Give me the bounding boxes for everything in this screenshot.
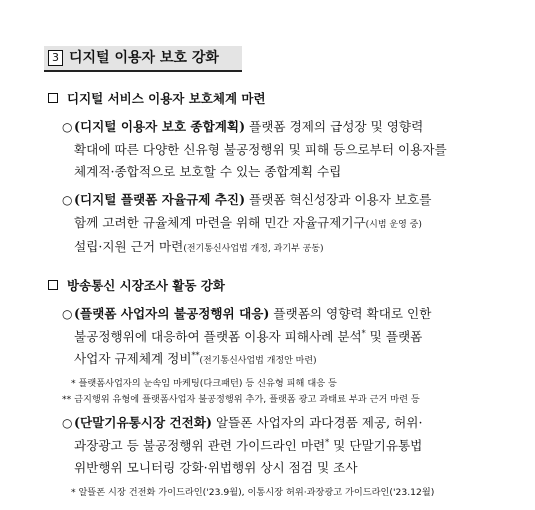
circle-bullet-icon: ○ (62, 307, 73, 321)
list-item: ○ (단말기유통시장 건전화) 알뜰폰 사업자의 과다경품 제공, 허위· 과장광고 등 불공정행위 관련 가이드라인 마련* 및 단말기유통법 위반행위 모니터링 강화·위법행위 상시 점검 및 조사 (62, 412, 502, 480)
square-bullet-icon (48, 280, 58, 290)
section-title: 디지털 이용자 보호 강화 (69, 50, 219, 66)
footnote: * 플랫폼사업자의 눈속임 마케팅(다크패턴) 등 신유형 피해 대응 등 (71, 378, 337, 389)
square-bullet-icon (48, 93, 58, 103)
list-item: ○ (플랫폼 사업자의 불공정행위 대응) 플랫폼의 영향력 확대로 인한 불공정행위에 대응하여 플랫폼 이용자 피해사례 분석* 및 플랫폼 사업자 규제체계 정비**(전기통신사업법 개정안 마련) (62, 303, 502, 373)
list-item: ○ (디지털 플랫폼 자율규제 추진) 플랫폼 혁신성장과 이용자 보호를 함께 고려한 규율체계 마련을 위해 민간 자율규제기구(시범 운영 중) 설립·지원 근거 마련(전기통신사업법 개정, 과기부 공동) (62, 189, 502, 261)
circle-bullet-icon: ○ (62, 193, 73, 207)
circle-bullet-icon: ○ (62, 416, 73, 430)
footnote: ** 금지행위 유형에 플랫폼사업자 불공정행위 추가, 플랫폼 광고 과태료 부과 근거 마련 등 (62, 394, 420, 405)
section-number: 3 (48, 50, 63, 66)
subsection-title: 방송통신 시장조사 활동 강화 (48, 276, 225, 294)
section-heading (44, 46, 242, 72)
list-item: ○ (디지털 이용자 보호 종합계획) 플랫폼 경제의 급성장 및 영향력 확대에 따른 다양한 신유형 불공정행위 및 피해 등으로부터 이용자를 체계적·종합적으로 보호할 수 있는 종합계획 수립 (62, 116, 502, 184)
subsection-title: 디지털 서비스 이용자 보호체계 마련 (48, 89, 266, 107)
footnote: * 알뜰폰 시장 건전화 가이드라인('23.9월), 이통시장 허위·과장광고 가이드라인('23.12월) (71, 487, 435, 498)
circle-bullet-icon: ○ (62, 120, 73, 134)
